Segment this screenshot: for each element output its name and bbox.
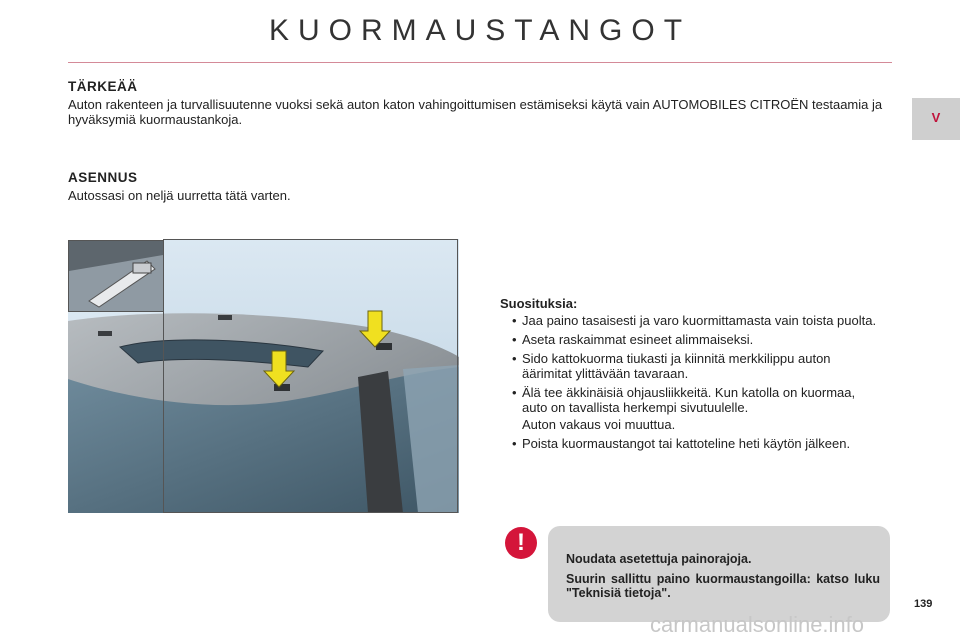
mount-detail-inset [68, 240, 164, 312]
stability-note: Auton vakaus voi muuttua. [522, 417, 676, 432]
recommendations-list-cont [500, 436, 880, 451]
page-number: 139 [914, 598, 933, 610]
recommendations-list [500, 313, 880, 415]
list-item: • Poista kuormaustangot tai kattoteline heti käytön jälkeen. [512, 436, 851, 451]
warning-box [548, 526, 890, 622]
recommendations-block [500, 296, 880, 455]
roof-mount-point [98, 331, 112, 336]
important-text: Auton rakenteen ja turvallisuutenne vuoksi sekä auton katon vahingoittumisen estämiseksi käytä vain AUTOMOBILES CITROËN testaamia ja hyväksymiä kuormaustankoja. [68, 97, 883, 127]
list-item: • Aseta raskaimmat esineet alimmaiseksi. [512, 332, 754, 347]
installation-text: Autossasi on neljä uurretta tätä varten. [68, 188, 291, 203]
list-item: • Jaa paino tasaisesti ja varo kuormittamasta vain toista puolta. [512, 313, 877, 328]
watermark: carmanualsonline.info [650, 612, 865, 637]
illustration-frame [163, 239, 458, 513]
mount-detail-svg [69, 241, 163, 311]
page-title: KUORMAUSTANGOT [268, 14, 692, 47]
list-item: • Sido kattokuorma tiukasti ja kiinnitä merkkilippu auton äärimitat ylittävään tavaraan. [512, 351, 831, 381]
warning-line-1: Noudata asetettuja painorajoja. [566, 552, 752, 566]
chapter-tab[interactable]: V [912, 98, 960, 140]
list-item: • Älä tee äkkinäisiä ohjausliikkeitä. Kun katolla on kuormaa, auto on tavallista herkempi sivutuulelle. [512, 385, 856, 415]
installation-heading: ASENNUS [68, 170, 138, 185]
exclamation-icon: ! [505, 527, 537, 559]
warning-line-2: Suurin sallittu paino kuormaustangoilla: katso luku "Teknisiä tietoja". [566, 572, 880, 600]
title-divider [68, 62, 892, 63]
important-heading: TÄRKEÄÄ [68, 79, 138, 94]
recommendations-lead: Suosituksia: [500, 296, 578, 311]
